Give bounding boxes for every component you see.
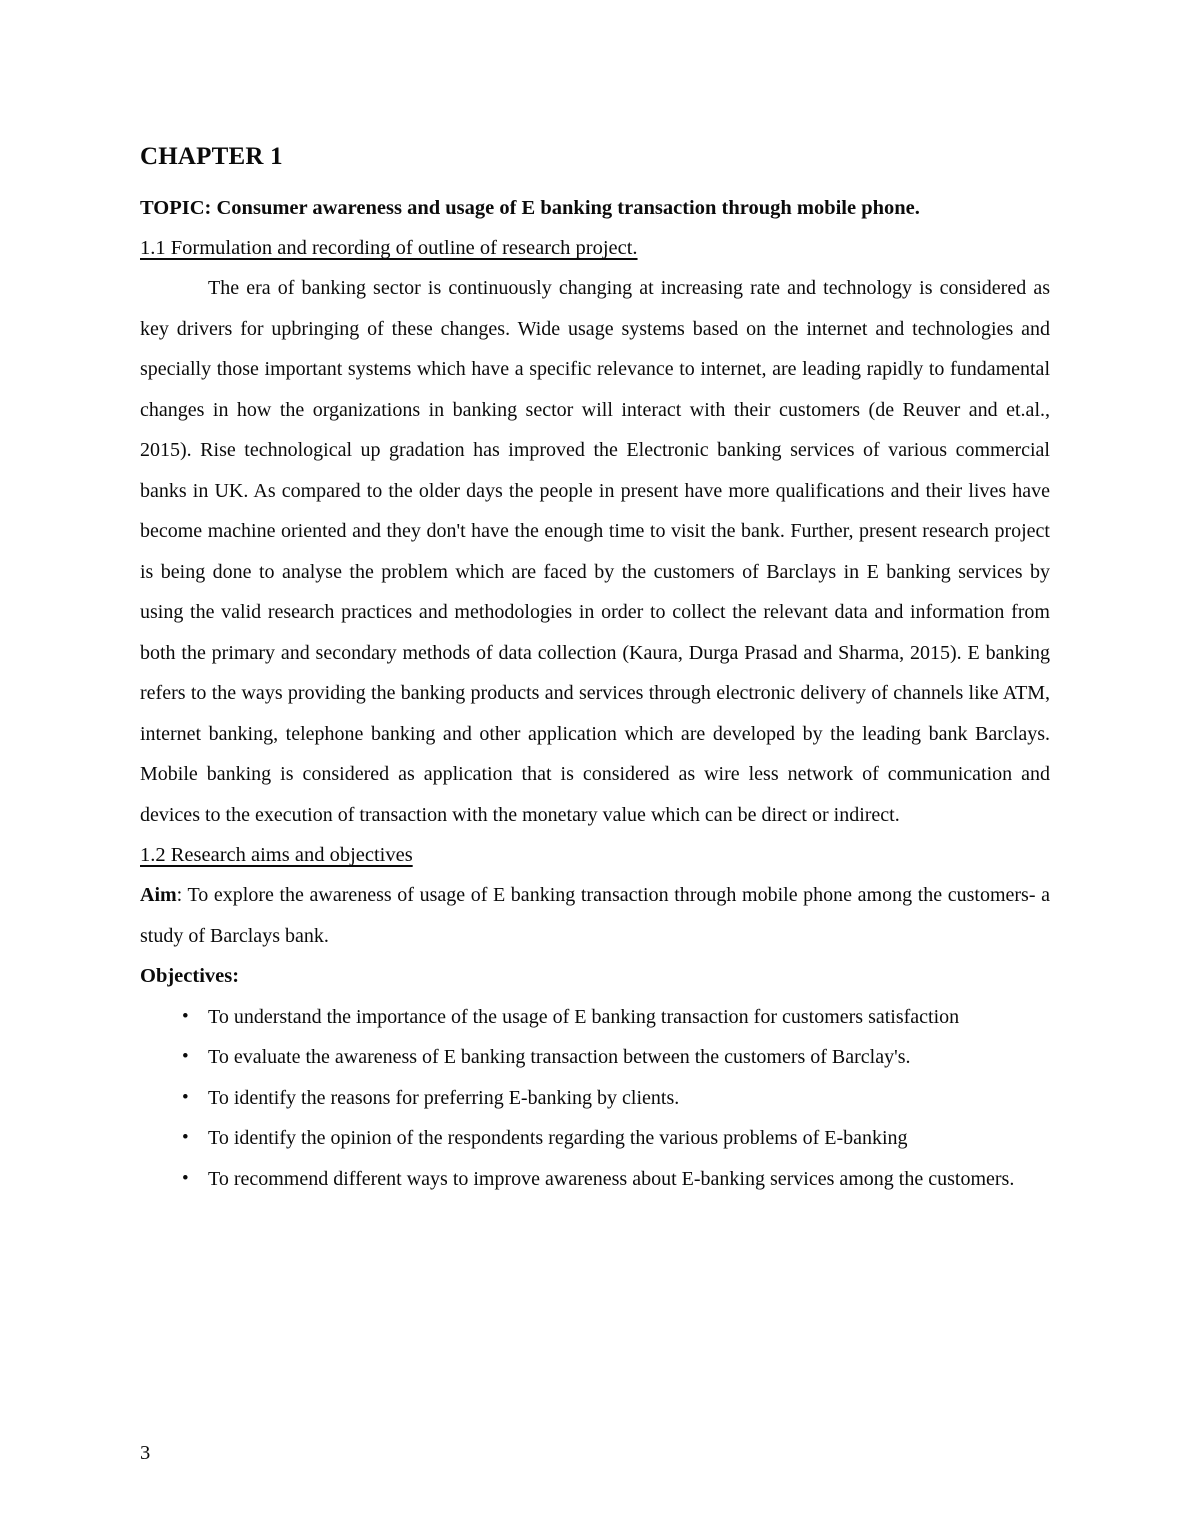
objective-text: To recommend different ways to improve awareness about E-banking services among the customers.	[208, 1167, 1015, 1190]
aim-paragraph	[140, 875, 1050, 956]
aim-label: Aim	[140, 884, 177, 906]
objective-item	[182, 1118, 1050, 1159]
objective-text: To understand the importance of the usage of E banking transaction for customers satisfaction	[208, 1005, 960, 1028]
aim-text: : To explore the awareness of usage of E banking transaction through mobile phone among the customers- a study of Barclays bank.	[140, 884, 1050, 947]
bullet-icon: •	[182, 1127, 189, 1148]
objective-text: To identify the opinion of the respondents regarding the various problems of E-banking	[208, 1127, 908, 1149]
objective-item	[182, 1159, 1050, 1200]
topic-heading: TOPIC: Consumer awareness and usage of E banking transaction through mobile phone.	[140, 197, 920, 219]
objective-text: To evaluate the awareness of E banking transaction between the customers of Barclay's.	[208, 1046, 911, 1068]
bullet-icon: •	[182, 1005, 189, 1027]
section-1-1-heading: 1.1 Formulation and recording of outline of research project.	[140, 237, 638, 259]
document-content	[140, 140, 1050, 1199]
objective-item	[182, 997, 1050, 1038]
objectives-list	[140, 997, 1050, 1200]
objective-item	[182, 1078, 1050, 1119]
bullet-icon: •	[182, 1086, 189, 1108]
bullet-icon: •	[182, 1167, 189, 1189]
page-number: 3	[140, 1442, 151, 1464]
objectives-heading: Objectives:	[140, 965, 240, 987]
objective-text: To identify the reasons for preferring E-banking by clients.	[208, 1086, 680, 1109]
objective-item	[182, 1037, 1050, 1078]
intro-paragraph: The era of banking sector is continuously changing at increasing rate and technology is considered as key drivers for upbringing of these changes. Wide usage systems based on the internet and technologies and specially those important systems which have a specific relevance to internet, are leading rapidly to fundamental changes in how the organizations in banking sector will interact with their customers (de Reuver and et.al., 2015). Rise technological up gradation has improved the Electronic banking services of various commercial banks in UK. As compared to the older days the people in present have more qualifications and their lives have become machine oriented and they don't have the enough time to visit the bank. Further, present research project is being done to analyse the problem which are faced by the customers of Barclays in E banking services by using the valid research practices and methodologies in order to collect the relevant data and information from both the primary and secondary methods of data collection (Kaura, Durga Prasad and Sharma, 2015). E banking refers to the ways providing the banking products and services through electronic delivery of channels like ATM, internet banking, telephone banking and other application which are developed by the leading bank Barclays. Mobile banking is considered as application that is considered as wire less network of communication and devices to the execution of transaction with the monetary value which can be direct or indirect.	[140, 277, 1050, 826]
chapter-title: CHAPTER 1	[140, 143, 283, 170]
section-1-2-heading: 1.2 Research aims and objectives	[140, 844, 413, 866]
bullet-icon: •	[182, 1046, 189, 1067]
